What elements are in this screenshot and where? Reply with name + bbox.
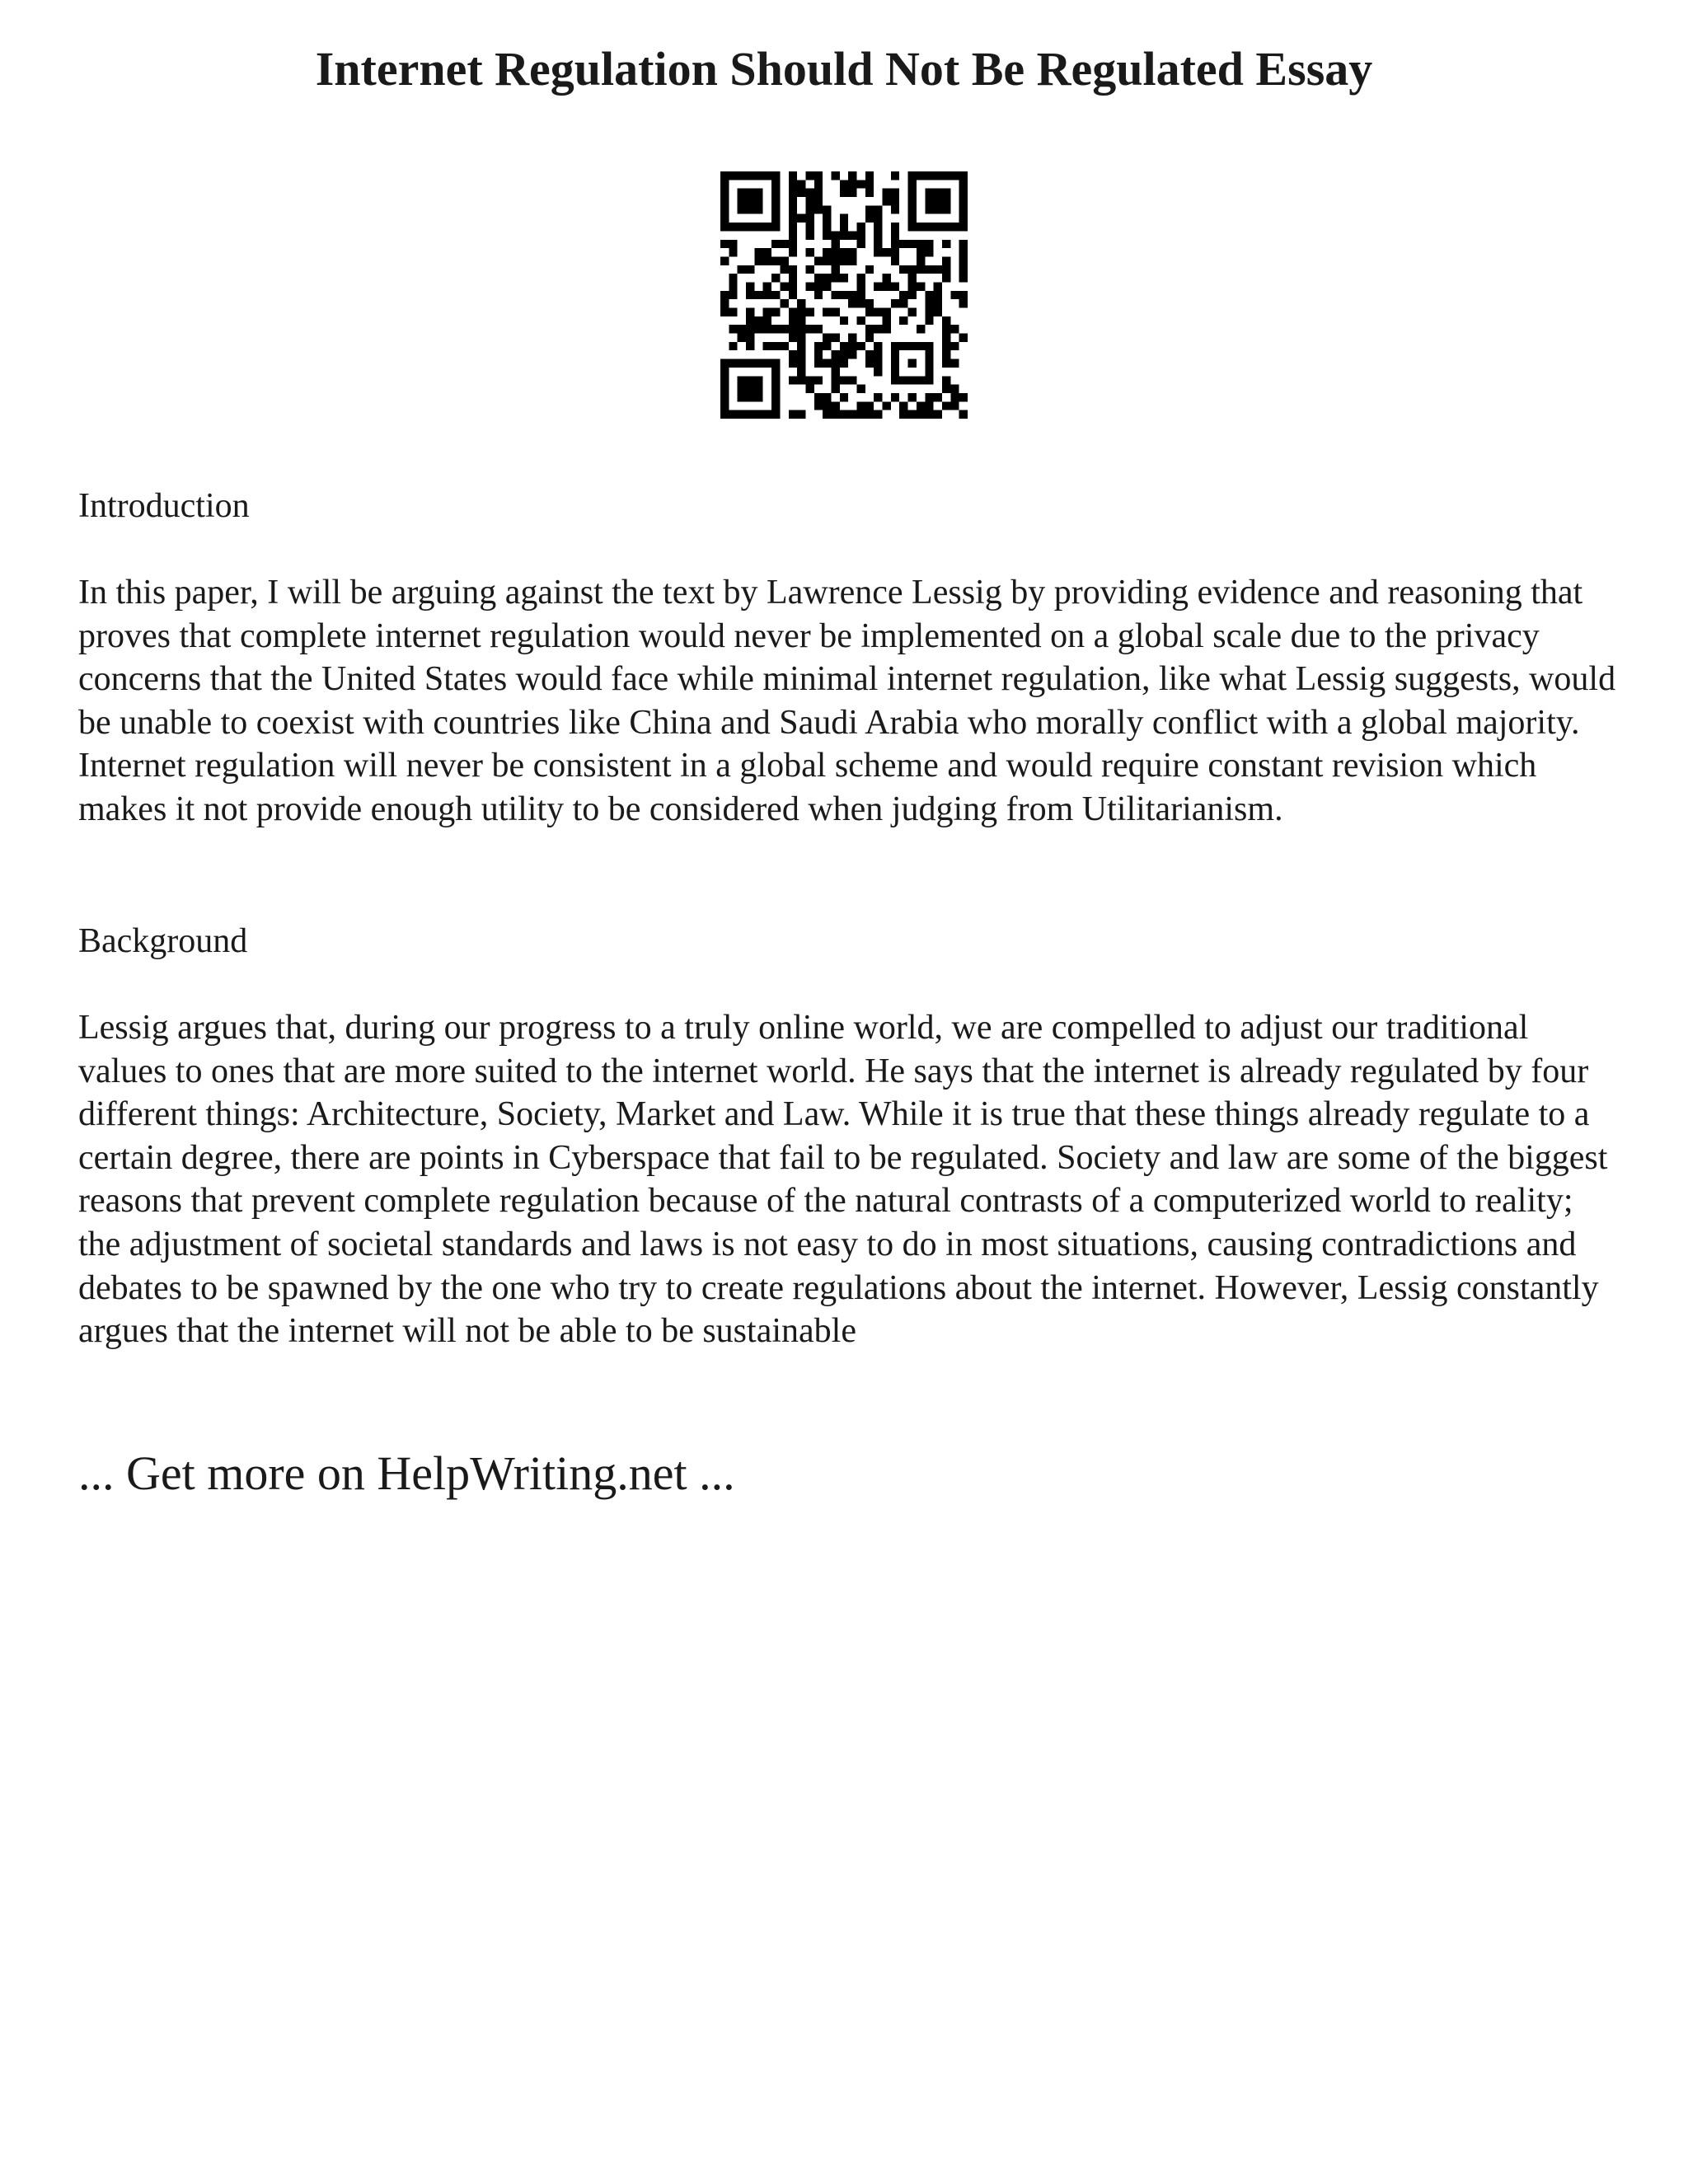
paragraph-background: Lessig argues that, during our progress to a truly online world, we are compelled to adjust our traditional values to ones that are more suited to the internet world. He says that the internet is already regulated by four different things: Architecture, Society, Market and Law. While it is true that these things already regulate to a certain degree, there are points in Cyberspace that fail to be regulated. Society and law are some of the biggest reasons that prevent complete regulation because of the natural contrasts of a computerized world to reality; the adjustment of societal standards and laws is not easy to do in most situations, causing contradictions and debates to be spawned by the one who try to create regulations about the internet. However, Lessig constantly argues that the internet will not be able to be sustainable: [78, 1009, 1608, 1351]
section-heading-introduction: Introduction: [78, 487, 250, 525]
get-more-link[interactable]: ... Get more on HelpWriting.net ...: [78, 1446, 735, 1500]
document-title: Internet Regulation Should Not Be Regulated Essay: [315, 42, 1373, 96]
section-heading-background: Background: [78, 922, 248, 960]
paragraph-introduction: In this paper, I will be arguing against the text by Lawrence Lessig by providing evidence and reasoning that proves that complete internet regulation would never be implemented on a global scale due to the privacy concerns that the United States would face while minimal internet regulation, like what Lessig suggests, would be unable to coexist with countries like China and Saudi Arabia who morally conflict with a global majority. Internet regulation will never be consistent in a global scheme and would require constant revision which makes it not provide enough utility to be considered when judging from Utilitarianism.: [78, 574, 1616, 828]
qr-code-icon: [720, 171, 968, 419]
